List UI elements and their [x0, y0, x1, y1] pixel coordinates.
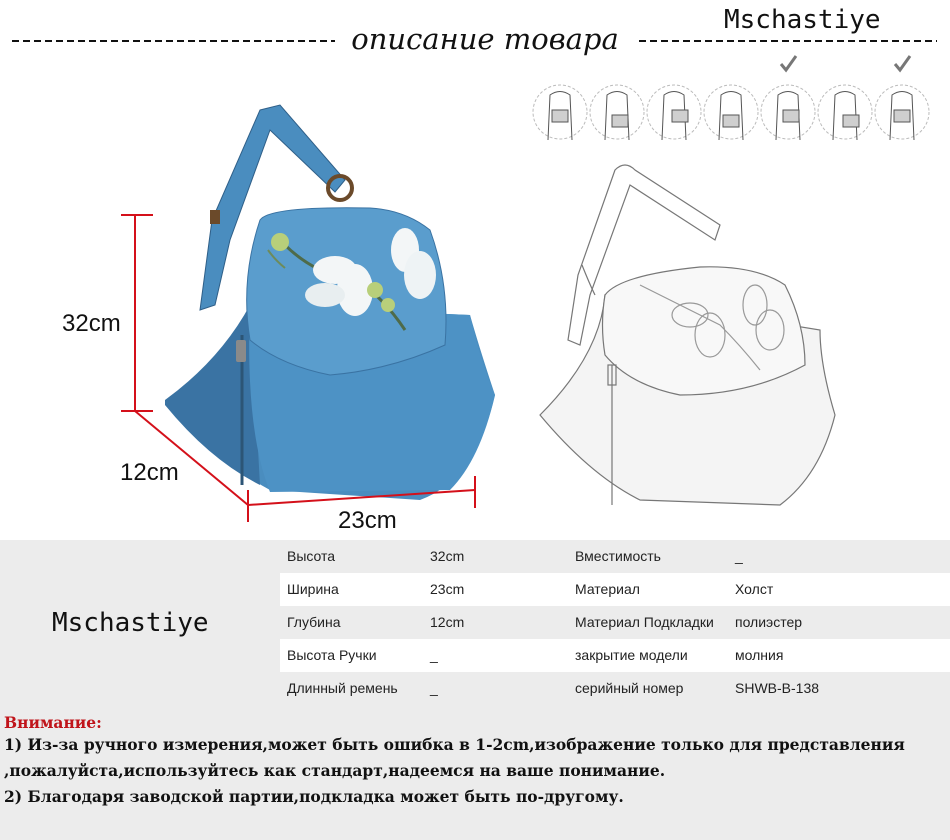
- spec-value: SHWB-B-138: [735, 680, 820, 696]
- spec-row: [280, 540, 950, 573]
- spec-label: серийный номер: [575, 680, 684, 696]
- spec-label: Глубина: [287, 614, 341, 630]
- spec-row: [280, 639, 950, 672]
- spec-value: _: [430, 647, 438, 663]
- spec-label: Длинный ремень: [287, 680, 398, 696]
- notice-line: ,пожалуйста,используйтесь как стандарт,надеемся на ваше понимание.: [4, 761, 666, 780]
- spec-label: Высота Ручки: [287, 647, 377, 663]
- spec-value: 23cm: [430, 581, 465, 597]
- spec-value: полиэстер: [735, 614, 803, 630]
- spec-label: закрытие модели: [575, 647, 688, 663]
- spec-value: молния: [735, 647, 784, 663]
- spec-value: _: [430, 680, 438, 696]
- spec-label: Высота: [287, 548, 336, 564]
- width-dimension-label: 23cm: [338, 507, 397, 534]
- spec-row: [280, 606, 950, 639]
- bag-sketch: [520, 155, 840, 525]
- spec-label: Вместимость: [575, 548, 661, 564]
- spec-row: [280, 573, 950, 606]
- height-dimension-label: 32cm: [62, 310, 121, 337]
- depth-dimension-label: 12cm: [120, 459, 179, 486]
- spec-label: Ширина: [287, 581, 339, 597]
- spec-label: Материал Подкладки: [575, 614, 714, 630]
- brand-logo-bottom: Mschastiye: [52, 608, 209, 638]
- page-title: описание товара: [335, 21, 635, 57]
- spec-value: Холст: [735, 581, 774, 597]
- notice-line: 2) Благодаря заводской партии,подкладка может быть по-другому.: [4, 787, 624, 806]
- spec-value: 32cm: [430, 548, 465, 564]
- notice-section: [0, 705, 950, 840]
- notice-title: Внимание:: [4, 713, 102, 732]
- notice-line: 1) Из-за ручного измерения,может быть ошибка в 1-2cm,изображение только для представления: [4, 735, 905, 754]
- spec-row: [280, 672, 950, 705]
- spec-label: Материал: [575, 581, 640, 597]
- spec-value: 12cm: [430, 614, 465, 630]
- brand-logo-top: Mschastiye: [720, 5, 885, 35]
- spec-value: _: [735, 548, 743, 564]
